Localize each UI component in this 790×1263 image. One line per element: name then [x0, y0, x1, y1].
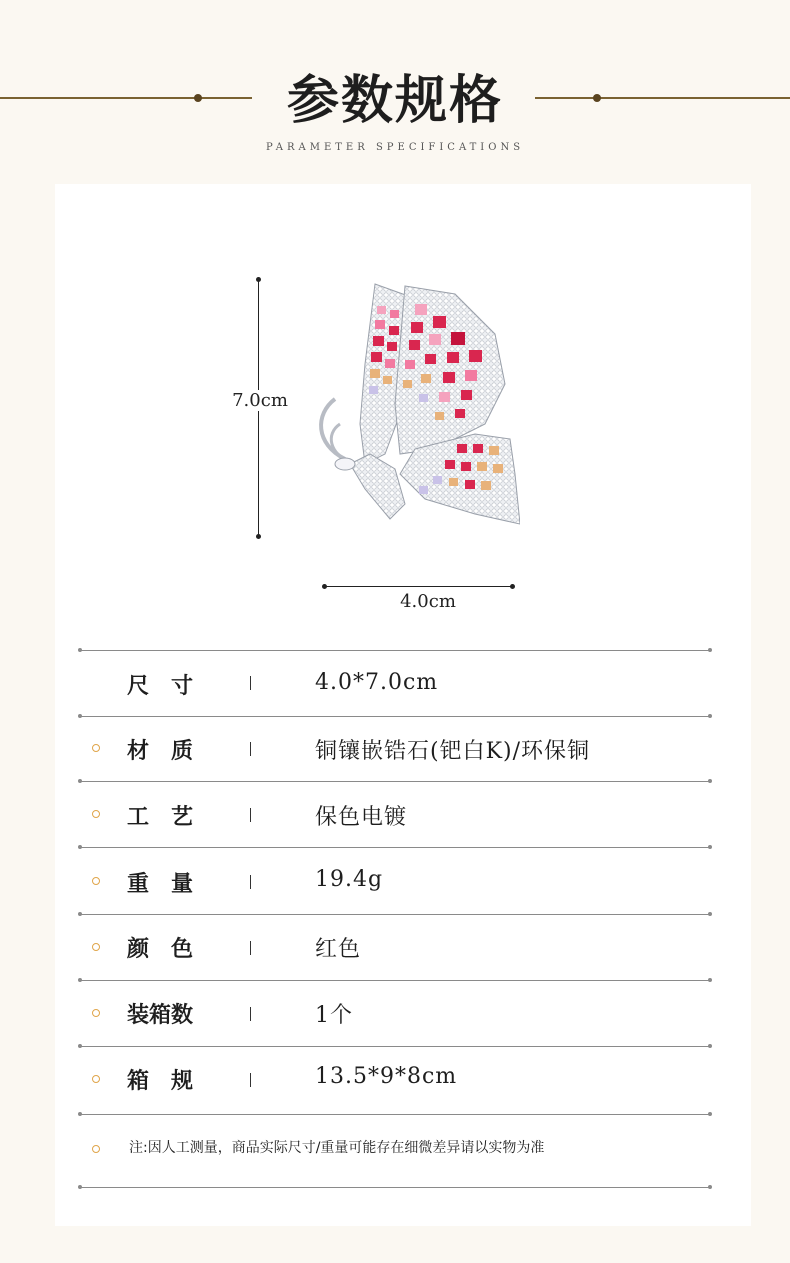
row-divider-dot — [78, 714, 82, 718]
row-divider-dot — [708, 1185, 712, 1189]
spec-separator — [250, 875, 251, 889]
spec-separator — [250, 941, 251, 955]
row-divider — [80, 980, 710, 981]
spec-label-pack-count: 装箱数 — [127, 1002, 194, 1028]
row-divider — [80, 1114, 710, 1115]
spec-label-box-size: 箱 规 — [127, 1068, 194, 1094]
spec-value-material: 铜镶嵌锆石(钯白K)/环保铜 — [315, 739, 591, 764]
measurement-note: 注:因人工测量，商品实际尺寸/重量可能存在细微差异请以实物为准 — [129, 1140, 545, 1156]
spec-value-weight: 19.4g — [315, 867, 384, 892]
row-divider-dot — [708, 912, 712, 916]
spec-label-material: 材 质 — [127, 738, 194, 764]
row-divider-dot — [708, 714, 712, 718]
product-figure — [55, 184, 751, 634]
height-dimension-top-dot — [256, 277, 261, 282]
row-divider — [80, 716, 710, 717]
bullet-icon — [92, 943, 100, 951]
spec-label-color: 颜 色 — [127, 936, 194, 962]
page-header — [0, 0, 790, 180]
row-divider — [80, 1187, 710, 1188]
spec-separator — [250, 1073, 251, 1087]
bullet-icon — [92, 877, 100, 885]
row-divider — [80, 781, 710, 782]
spec-value-pack-count: 1个 — [315, 1003, 353, 1028]
bullet-icon — [92, 744, 100, 752]
bullet-icon — [92, 1145, 100, 1153]
row-divider-dot — [78, 1185, 82, 1189]
height-dimension-label: 7.0cm — [225, 390, 295, 411]
row-divider-dot — [708, 779, 712, 783]
row-divider-dot — [708, 1044, 712, 1048]
spec-value-size: 4.0*7.0cm — [315, 670, 439, 695]
spec-card — [55, 184, 751, 1226]
spec-value-craft: 保色电镀 — [315, 805, 408, 830]
page-title: 参数规格 — [286, 70, 503, 131]
row-divider-dot — [78, 912, 82, 916]
row-divider — [80, 650, 710, 651]
row-divider-dot — [78, 978, 82, 982]
row-divider-dot — [78, 648, 82, 652]
width-dimension-left-dot — [322, 584, 327, 589]
row-divider-dot — [78, 1044, 82, 1048]
row-divider-dot — [78, 845, 82, 849]
row-divider-dot — [78, 1112, 82, 1116]
spec-value-color: 红色 — [315, 937, 362, 962]
row-divider-dot — [708, 978, 712, 982]
bullet-icon — [92, 810, 100, 818]
row-divider-dot — [78, 779, 82, 783]
row-divider-dot — [708, 1112, 712, 1116]
width-dimension-right-dot — [510, 584, 515, 589]
bullet-icon — [92, 1075, 100, 1083]
spec-separator — [250, 1007, 251, 1021]
spec-separator — [250, 676, 251, 690]
width-dimension-label: 4.0cm — [400, 591, 456, 612]
bullet-icon — [92, 1009, 100, 1017]
row-divider-dot — [708, 845, 712, 849]
row-divider — [80, 1046, 710, 1047]
spec-separator — [250, 742, 251, 756]
height-dimension-bottom-dot — [256, 534, 261, 539]
width-dimension-line — [324, 586, 512, 587]
row-divider-dot — [708, 648, 712, 652]
spec-label-size: 尺 寸 — [127, 673, 194, 699]
spec-label-craft: 工 艺 — [127, 804, 194, 830]
spec-value-box-size: 13.5*9*8cm — [315, 1064, 458, 1089]
page-subtitle: PARAMETER SPECIFICATIONS — [265, 142, 525, 153]
spec-separator — [250, 808, 251, 822]
butterfly-brooch-image — [305, 274, 520, 534]
row-divider — [80, 914, 710, 915]
row-divider — [80, 847, 710, 848]
spec-label-weight: 重 量 — [127, 871, 194, 897]
